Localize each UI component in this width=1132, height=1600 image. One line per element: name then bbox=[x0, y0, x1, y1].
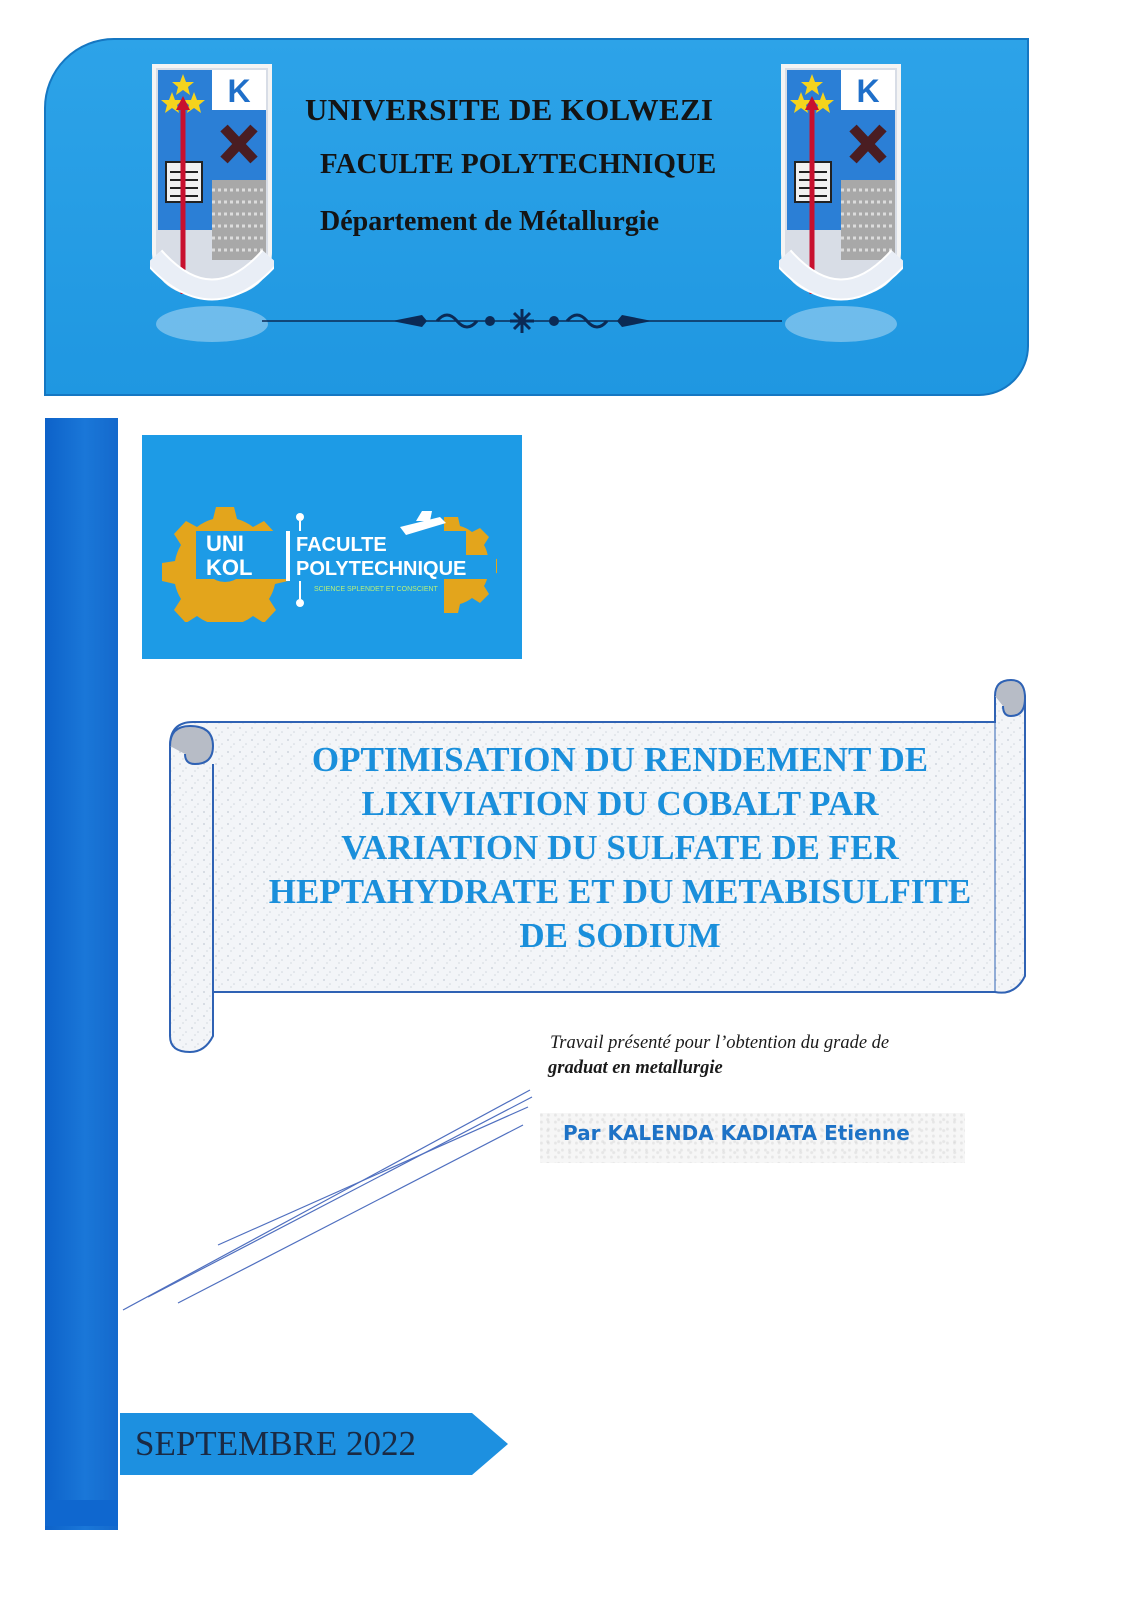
university-name: UNIVERSITE DE KOLWEZI bbox=[305, 92, 714, 127]
decorative-diagonal-lines bbox=[118, 1085, 538, 1315]
thesis-title bbox=[225, 738, 1015, 958]
university-crest-right bbox=[779, 62, 903, 342]
work-note-line-1: Travail présenté pour l’obtention du grade de bbox=[550, 1033, 890, 1053]
ornament-divider bbox=[262, 305, 782, 337]
logo-text-polytechnique: POLYTECHNIQUE bbox=[296, 558, 467, 580]
crest-letter-right: K bbox=[856, 73, 880, 109]
logo-text-faculte: FACULTE bbox=[296, 534, 387, 556]
author-name: Par KALENDA KADIATA Etienne bbox=[563, 1121, 910, 1145]
left-stripe-foot bbox=[45, 1500, 118, 1526]
title-line-4: HEPTAHYDRATE ET DU METABISULFITE bbox=[268, 872, 972, 911]
title-line-5: DE SODIUM bbox=[519, 916, 721, 955]
logo-tagline: SCIENCE SPLENDET ET CONSCIENT bbox=[314, 586, 438, 593]
logo-text-kol: KOL bbox=[206, 555, 253, 580]
logo-text-uni: UNI bbox=[206, 531, 244, 556]
title-line-3: VARIATION DU SULFATE DE FER bbox=[341, 828, 899, 867]
faculty-logo bbox=[154, 497, 509, 622]
crest-letter-left: K bbox=[227, 73, 251, 109]
left-decorative-stripe bbox=[45, 418, 118, 1530]
date-text: SEPTEMBRE 2022 bbox=[135, 1424, 417, 1463]
university-crest-left bbox=[150, 62, 274, 342]
work-note-line-2: graduat en metallurgie bbox=[548, 1058, 723, 1078]
title-line-1: OPTIMISATION DU RENDEMENT DE bbox=[311, 740, 929, 779]
department-name: Département de Métallurgie bbox=[320, 206, 659, 237]
faculty-name: FACULTE POLYTECHNIQUE bbox=[320, 148, 717, 180]
title-line-2: LIXIVIATION DU COBALT PAR bbox=[361, 784, 879, 823]
